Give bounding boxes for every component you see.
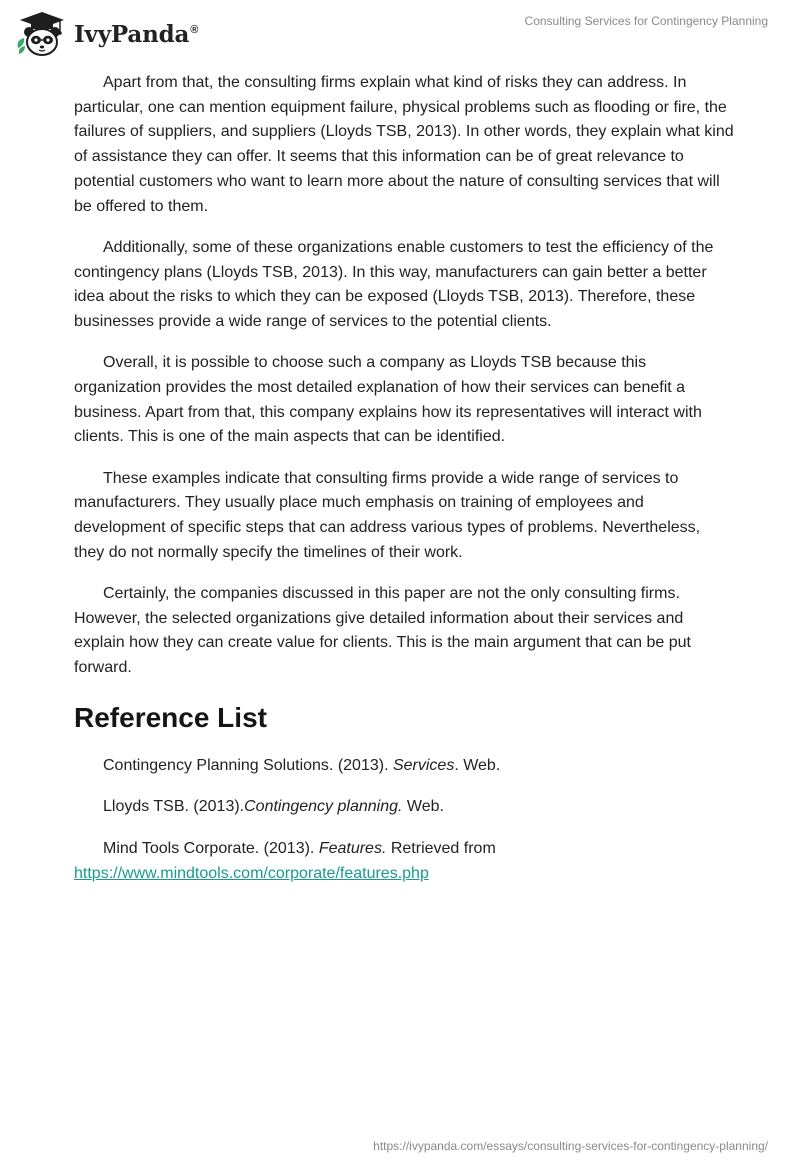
panda-graduate-icon bbox=[14, 10, 70, 58]
reference-link[interactable]: https://www.mindtools.com/corporate/features.php bbox=[74, 864, 429, 882]
reference-item: Lloyds TSB. (2013).Contingency planning. Web. bbox=[103, 798, 444, 816]
brand-name: IvyPanda® bbox=[74, 20, 199, 48]
paragraph: Overall, it is possible to choose such a company as Lloyds TSB because this organization provides the most detailed explanation of how their services can benefit a business. Apart from that, this company explains how its representatives will interact with clients. This is one of the main aspects that can be identified. bbox=[74, 354, 702, 446]
reference-item: Mind Tools Corporate. (2013). Features. Retrieved from https://www.mindtools.com/corporate/features.php bbox=[74, 839, 496, 882]
document-title: Consulting Services for Contingency Planning bbox=[524, 14, 768, 28]
paragraph: Apart from that, the consulting firms explain what kind of risks they can address. In particular, one can mention equipment failure, physical problems such as flooding or fire, the failures of suppliers, and suppliers (Lloyds TSB, 2013). In other words, they explain what kind of assistance they can offer. It seems that this information can be of great relevance to potential customers who want to learn more about the nature of consulting services that will be offered to them. bbox=[74, 74, 734, 215]
paragraph: Certainly, the companies discussed in this paper are not the only consulting firms. However, the selected organizations give detailed information about their services and explain how they can create value for clients. This is the main argument that can be put forward. bbox=[74, 585, 691, 677]
paragraph: These examples indicate that consulting firms provide a wide range of services to manufacturers. They usually place much emphasis on training of employees and development of specific steps that can address various types of problems. Nevertheless, they do not normally specify the timelines of their work. bbox=[74, 469, 701, 561]
reference-list-heading: Reference List bbox=[74, 701, 267, 733]
paragraph: Additionally, some of these organizations enable customers to test the efficiency of the contingency plans (Lloyds TSB, 2013). In this way, manufacturers can gain better a better idea about the risks to which they can be exposed (Lloyds TSB, 2013). Therefore, these businesses provide a wide range of services to the potential clients. bbox=[74, 238, 714, 330]
footer-url: https://ivypanda.com/essays/consulting-services-for-contingency-planning/ bbox=[373, 1139, 768, 1153]
reference-item: Contingency Planning Solutions. (2013). Services. Web. bbox=[103, 756, 501, 774]
essay-body bbox=[74, 71, 734, 902]
brand-logo[interactable] bbox=[14, 10, 198, 58]
